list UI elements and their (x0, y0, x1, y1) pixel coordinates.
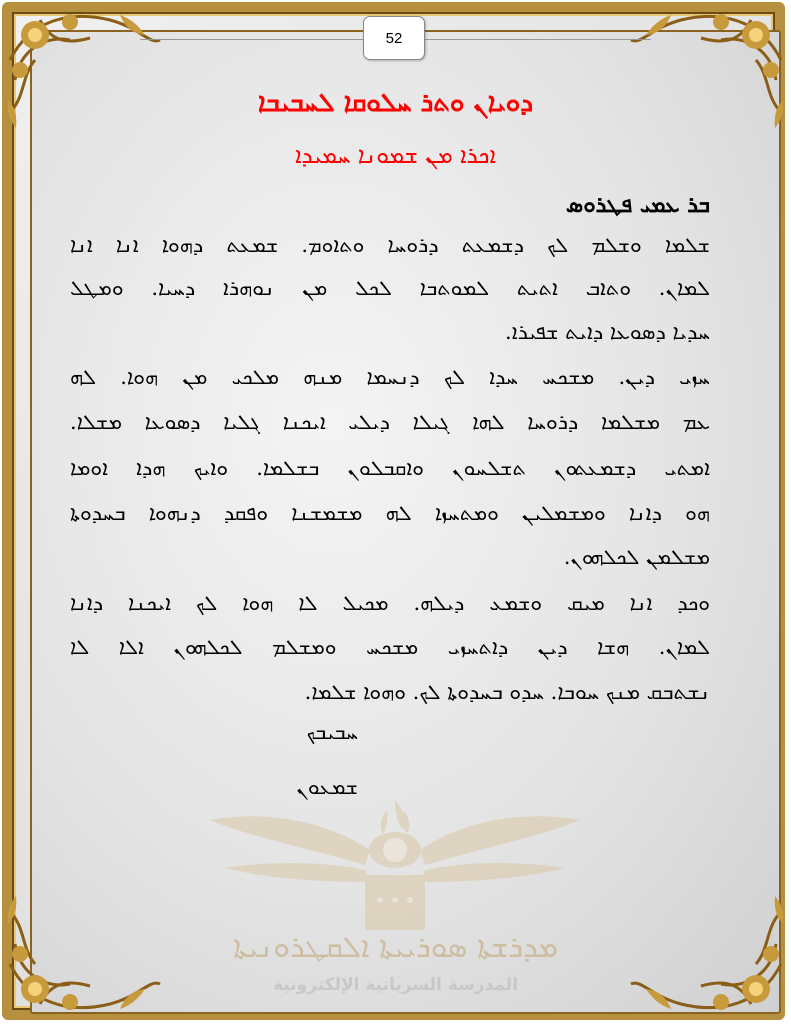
body-line: ܠܡܐܢ. ܘܬܐܒ ܐܬܝܬ ܠܡܘܬܒܐ ܠܟܠ ܡܢ ܢܘܗܪܐ ܕܚܝܐ. ܘܡܛܠ (70, 276, 710, 300)
body-line: ܚܙܝ ܕܝܢ. ܡܫܟܚ ܚܕܐ ܠܟ ܕܢܚܡܐ ܡܢܗ ܡܠܟܝ ܡܢ ܗܘܐ. ܠܗ (70, 365, 710, 389)
body-line: ܗܘ ܕܐܢܐ ܘܡܫܡܠܝܢ ܘܡܬܚܙܐ ܠܗ ܡܫܡܫܢܐ ܘܦܩܕ ܕܢܗܘܐ ܒܚܕܘܬܐ (70, 501, 710, 525)
body-line: ܠܡܐܢ. ܗܫܐ ܕܝܢ ܕܐܬܚܙܝ ܡܫܟܚ ܘܡܫܠܡ ܠܟܠܗܘܢ ܐܠܐ ܠܐ (70, 635, 710, 659)
watermark-arabic-text: المدرسة السريانية الإلكترونية (272, 975, 519, 995)
body-line: ܡܫܠܡܢ ܠܟܠܗܘܢ. (563, 545, 710, 569)
watermark-syriac-text: ܡܕܪܫܬܐ ܣܘܪܝܝܬܐ ܐܠܩܛܪܘܢܝܬܐ (233, 930, 558, 965)
body-line: ܫܠܡܐ ܘܫܠܡ ܠܟ ܕܫܡܥܬ ܕܪܘܚܐ ܘܬܐܘܡ. ܫܡܥܬ ܕܗܘܐ ܐܢܐ ܐܢܐ (70, 233, 710, 257)
page-number: 52 (363, 16, 425, 60)
body-line: ܘܟܕ ܐܢܐ ܡܝܩ ܘܫܡܥ ܕܝܠܗ. ܡܟܝܠ ܠܐ ܗܘܐ ܠܟ ܐܝܟܢܐ ܕܐܢܐ (70, 591, 710, 615)
closing-salutation: ܚܒܝܒܟ (306, 720, 358, 744)
body-line: ܥܡ ܡܫܠܡܐ ܕܪܘܚܐ ܠܗܐ ܓܝܠܐ ܕܝܠܝ ܐܝܟܢܐ ܓܠܝܐ ܕܣܘܥܐ ܡܫܠܐ. (70, 410, 710, 434)
body-line: ܚܕܝܐ ܕܣܘܥܐ ܕܐܝܬ ܫܦܝܪܐ. (505, 320, 710, 344)
signature: ܫܡܥܘܢ (296, 775, 358, 799)
body-line: ܢܫܬܒܩ ܡܢܟ ܚܘܒܐ. ܚܕܘ ܒܚܕܘܬܐ ܠܟ. ܘܗܘܐ ܫܠܡܐ. (304, 680, 710, 704)
page-title: ܕܘܝܐܢ ܘܬܪ ܚܠܘܩܐ ܠܚܒܝܒܐ (257, 88, 534, 118)
winged-emblem-icon (205, 790, 585, 950)
body-line: ܐܡܬܝ ܕܫܡܥܬܘܢ ܬܫܠܚܘܢ ܘܐܩܒܠܘܢ ܒܫܠܡܐ. ܘܐܝܟ ܗܕܐ ܐܘܡܐ (70, 456, 710, 480)
page-subtitle: ܐܟܪܐ ܡܢ ܫܡܘܢܐ ܚܡܝܕܐ (295, 143, 496, 169)
letter-greeting: ܒܪ ܥܡܝ ܦܛܪܘܣ (565, 192, 710, 218)
